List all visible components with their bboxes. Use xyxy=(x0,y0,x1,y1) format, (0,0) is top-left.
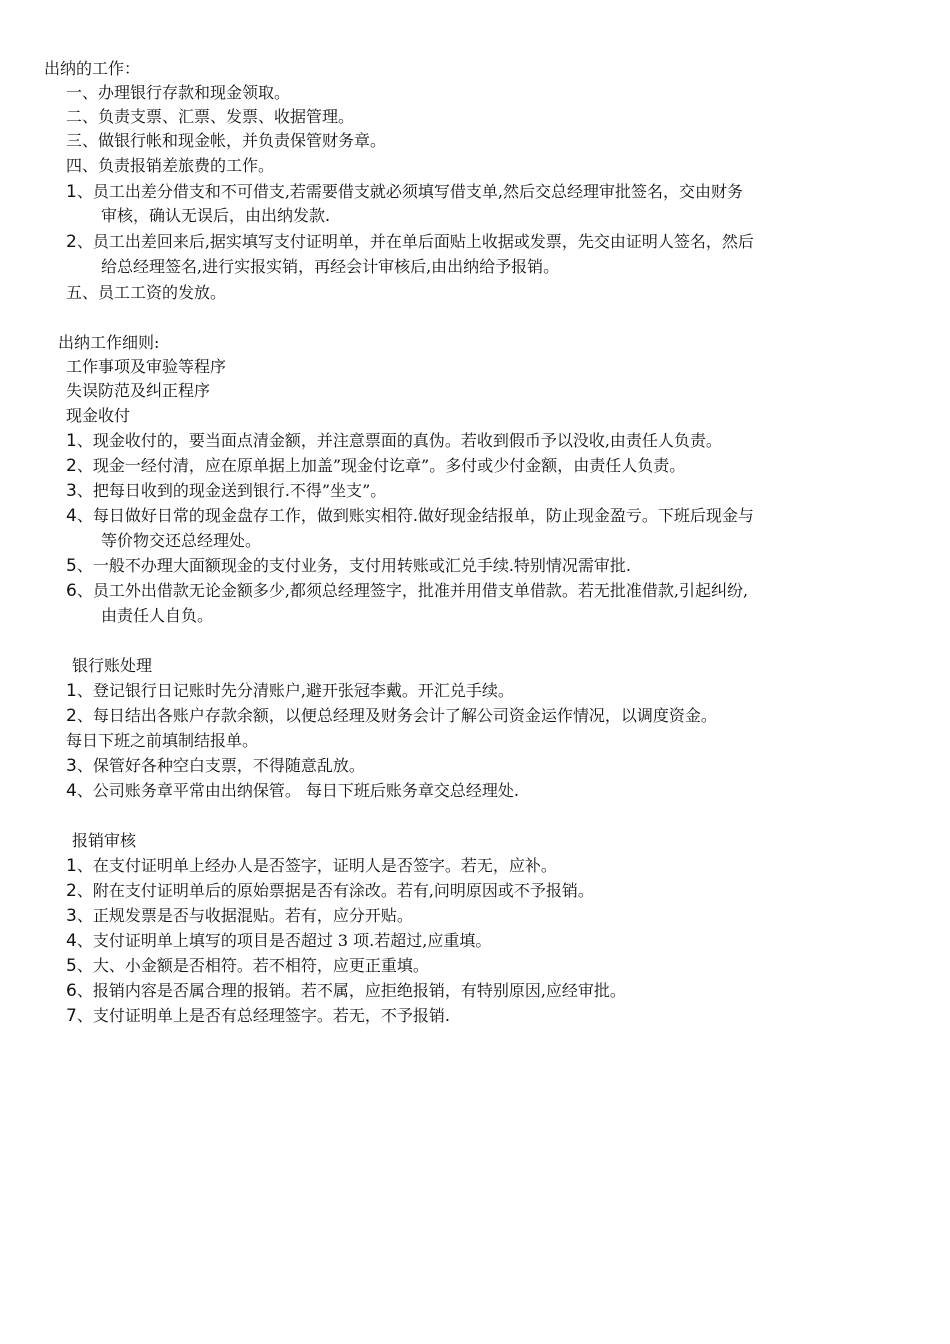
list-item xyxy=(66,780,519,802)
list-item xyxy=(66,855,557,877)
item-number: 5 xyxy=(66,556,77,576)
item-text: 、在支付证明单上经办人是否签字，证明人是否签字。若无，应补。 xyxy=(76,856,557,875)
item-text: 、支付证明单上是否有总经理签字。若无，不予报销. xyxy=(76,1006,450,1025)
item-number: 1 xyxy=(66,681,77,701)
item-text: 、正规发票是否与收据混贴。若有，应分开贴。 xyxy=(76,906,413,925)
item-number: 4 xyxy=(66,931,77,951)
list-item xyxy=(66,181,743,203)
list-item xyxy=(66,430,722,452)
item-text: 、把每日收到的现金送到银行.不得”坐支”。 xyxy=(76,481,387,500)
list-item xyxy=(66,555,631,577)
item-number: 2 xyxy=(66,881,77,901)
item-text: 、员工外出借款无论金额多少,都须总经理签字，批准并用借支单借款。若无批准借款,引起纠纷, xyxy=(76,581,749,600)
item-number: 1 xyxy=(66,182,77,202)
item-number: 2 xyxy=(66,232,77,252)
section-title-cashier-work: 出纳的工作： xyxy=(44,59,141,78)
list-item xyxy=(66,455,685,477)
list-item xyxy=(66,930,491,952)
item-text: 、现金一经付清，应在原单据上加盖”现金付讫章”。多付或少付金额，由责任人负责。 xyxy=(76,456,686,475)
list-item-continuation: 由责任人自负。 xyxy=(101,606,214,625)
item-number: 4 xyxy=(66,781,77,801)
item-text: 、登记银行日记账时先分清账户,避开张冠李戴。开汇兑手续。 xyxy=(76,681,514,700)
item-number: 1 xyxy=(66,431,77,451)
list-item-continuation: 给总经理签名,进行实报实销，再经会计审核后,由出纳给予报销。 xyxy=(101,257,560,276)
list-item xyxy=(66,1005,450,1027)
item-number: 6 xyxy=(66,581,77,601)
list-item: 一、办理银行存款和现金领取。 xyxy=(66,83,291,102)
section-title-bank-accounts: 银行账处理 xyxy=(72,656,153,675)
item-number: 3 xyxy=(66,481,77,501)
item-text: 、每日做好日常的现金盘存工作，做到账实相符.做好现金结报单，防止现金盈亏。下班后现金与 xyxy=(76,506,754,525)
list-item xyxy=(66,231,754,253)
list-item: 四、负责报销差旅费的工作。 xyxy=(66,156,275,175)
list-item xyxy=(66,505,754,527)
list-item xyxy=(66,755,365,777)
item-text: 、附在支付证明单后的原始票据是否有涂改。若有,问明原因或不予报销。 xyxy=(76,881,594,900)
item-number: 1 xyxy=(66,856,77,876)
item-number: 2 xyxy=(66,456,77,476)
list-item xyxy=(66,680,514,702)
item-text: 、公司账务章平常由出纳保管。 每日下班后账务章交总经理处. xyxy=(76,781,520,800)
section-title-cashier-rules: 出纳工作细则: xyxy=(58,333,160,352)
list-item xyxy=(66,480,386,502)
item-text: 、报销内容是否属合理的报销。若不属，应拒绝报销，有特别原因,应经审批。 xyxy=(76,981,626,1000)
subheading: 现金收付 xyxy=(66,406,131,425)
list-item xyxy=(66,705,717,727)
list-item: 三、做银行帐和现金帐，并负责保管财务章。 xyxy=(66,131,387,150)
item-text: 、支付证明单上填写的项目是否超过 3 项.若超过,应重填。 xyxy=(76,931,492,950)
item-number: 5 xyxy=(66,956,77,976)
item-text: 、一般不办理大面额现金的支付业务，支付用转账或汇兑手续.特别情况需审批. xyxy=(76,556,632,575)
item-number: 2 xyxy=(66,706,77,726)
list-item-continuation: 审核，确认无误后，由出纳发款. xyxy=(101,206,331,225)
list-item: 二、负责支票、汇票、发票、收据管理。 xyxy=(66,107,355,126)
list-item: 五、员工工资的发放。 xyxy=(66,283,227,302)
item-text: 、现金收付的，要当面点清金额，并注意票面的真伪。若收到假币予以没收,由责任人负责。 xyxy=(76,431,722,450)
list-item: 每日下班之前填制结报单。 xyxy=(66,731,259,750)
subheading: 失误防范及纠正程序 xyxy=(66,381,211,400)
subheading: 工作事项及审验等程序 xyxy=(66,357,227,376)
item-number: 3 xyxy=(66,906,77,926)
section-title-reimbursement-review: 报销审核 xyxy=(72,831,137,850)
item-text: 、员工出差回来后,据实填写支付证明单，并在单后面贴上收据或发票，先交由证明人签名，然后 xyxy=(76,232,754,251)
list-item xyxy=(66,905,413,927)
item-text: 、员工出差分借支和不可借支,若需要借支就必须填写借支单,然后交总经理审批签名，交由财务 xyxy=(76,182,744,201)
item-text: 、大、小金额是否相符。若不相符，应更正重填。 xyxy=(76,956,429,975)
item-number: 7 xyxy=(66,1006,77,1026)
item-text: 、保管好各种空白支票，不得随意乱放。 xyxy=(76,756,365,775)
item-text: 、每日结出各账户存款余额，以便总经理及财务会计了解公司资金运作情况，以调度资金。 xyxy=(76,706,717,725)
list-item-continuation: 等价物交还总经理处。 xyxy=(101,531,262,550)
list-item xyxy=(66,880,594,902)
list-item xyxy=(66,980,626,1002)
item-number: 4 xyxy=(66,506,77,526)
item-number: 6 xyxy=(66,981,77,1001)
list-item xyxy=(66,580,748,602)
list-item xyxy=(66,955,429,977)
item-number: 3 xyxy=(66,756,77,776)
